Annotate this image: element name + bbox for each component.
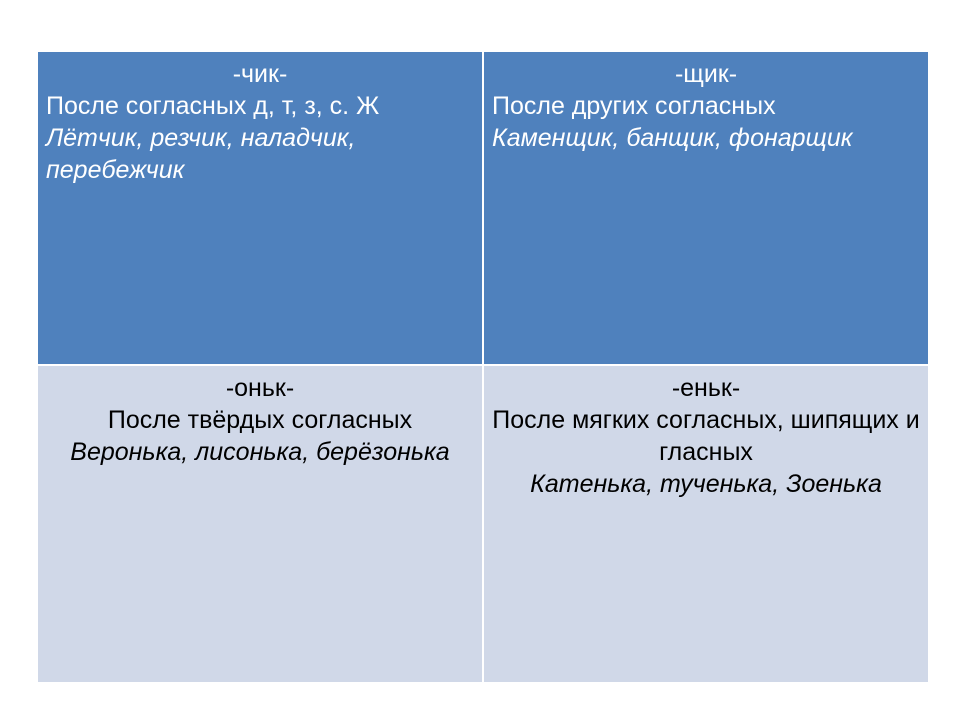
cell-examples: Веронька, лисонька, берёзонька	[70, 438, 450, 466]
cell-suffix: -щик-	[674, 60, 738, 88]
cell-rule: После мягких согласных, шипящих и гласных	[492, 406, 920, 466]
table-cell-shchik	[484, 52, 928, 366]
cell-suffix: -чик-	[232, 60, 288, 88]
cell-examples: Лётчик, резчик, наладчик, перебежчик	[46, 124, 356, 184]
cell-suffix: -еньк-	[671, 374, 741, 402]
cell-examples: Каменщик, банщик, фонарщик	[492, 124, 853, 152]
suffix-table	[38, 52, 928, 682]
cell-rule: После согласных д, т, з, с. Ж	[46, 92, 380, 120]
table-cell-onk	[38, 366, 484, 682]
cell-rule: После других согласных	[492, 92, 776, 120]
table-cell-chik	[38, 52, 484, 366]
cell-examples: Катенька, тученька, Зоенька	[530, 470, 882, 498]
cell-rule: После твёрдых согласных	[107, 406, 413, 434]
table-cell-enk	[484, 366, 928, 682]
cell-suffix: -оньк-	[225, 374, 295, 402]
